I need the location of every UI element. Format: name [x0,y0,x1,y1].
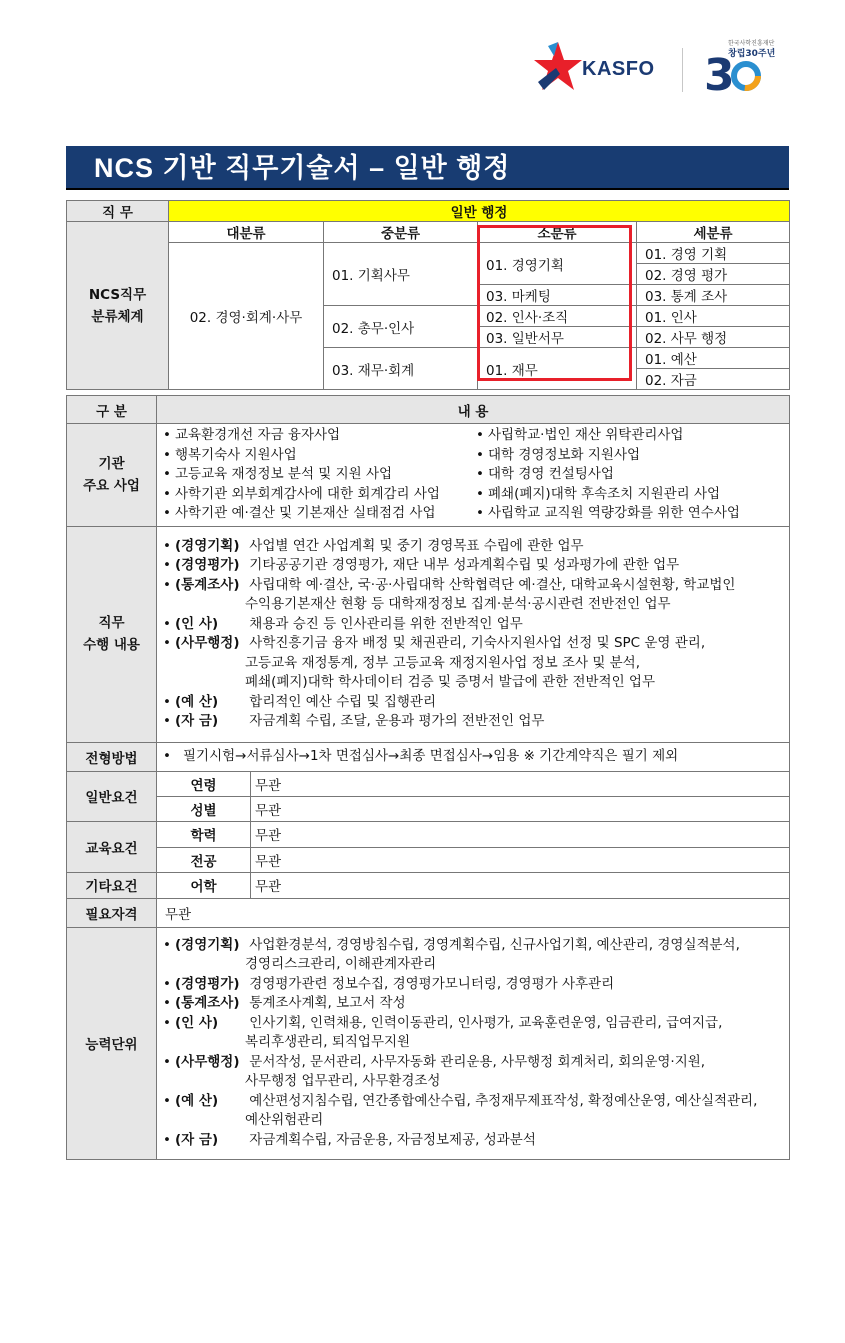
anniversary-label: 창립30주년 [728,49,776,59]
duty-list [157,535,789,734]
list-item: • 대학 경영 컨설팅사업 [476,465,789,485]
cert-label: 필요자격 [67,898,157,927]
org-list-left [157,424,476,526]
list-item: • 폐쇄(폐지)대학 후속조치 지원관리 사업 [476,485,789,505]
detail-cell: 02. 경영 평가 [637,264,790,285]
list-item: • (경영기획) 사업환경분석, 경영방침수립, 경영계획수립, 신규사업기획, 예산관리, 경영실적분석, [163,936,789,956]
job-label: 직 무 [67,201,169,222]
list-item-continuation: 폐쇄(폐지)대학 학사데이터 검증 및 증명서 발급에 관한 전반적인 업무 [245,674,656,690]
header-mid: 중분류 [324,222,478,243]
list-item-continuation: 복리후생관리, 퇴직업무지원 [245,1034,411,1051]
list-item: • (사무행정) 문서작성, 문서관리, 사무자동화 관리운용, 사무행정 회계처리, 회의운영·지원, [163,1053,789,1073]
list-item-continuation: 예산위험관리 [245,1112,324,1129]
small-cell: 03. 일반서무 [478,327,637,348]
major-label: 전공 [157,847,251,872]
mid-cell: 01. 기획사무 [324,243,478,306]
duty-content [157,526,790,742]
list-item: • 필기시험→서류심사→1차 면접심사→최종 면접심사→임용 ※ 기간계약직은 필기 제외 [163,747,789,767]
list-item: • (경영기획) 사업별 연간 사업계획 및 중기 경영목표 수립에 관한 업무 [163,537,789,557]
header-detail: 세분류 [637,222,790,243]
org-label-1: 기관 [98,455,125,472]
list-item: • 교육환경개선 자금 융자사업 [163,426,476,446]
list-item: • 행복기숙사 지원사업 [163,446,476,466]
org-content [157,424,790,527]
mid-cell: 02. 총무·인사 [324,306,478,348]
detail-cell: 02. 자금 [637,369,790,390]
list-item: • (사무행정) 사학진흥기금 융자 배정 및 채권관리, 기숙사지원사업 선정 및 SPC 운영 관리, [163,634,789,654]
logo-area [532,38,792,98]
small-cell: 01. 경영기획 [478,243,637,285]
list-item: • (인 사) 인사기획, 인력채용, 인력이동관리, 인사평가, 교육훈련운영, 임금관리, 급여지급, [163,1014,789,1034]
ncs-classification-table [66,200,790,390]
major-cell: 02. 경영·회계·사무 [169,243,324,390]
edu-req-label: 교육요건 [67,821,157,872]
age-value: 무관 [251,771,790,796]
list-item: • 사학기관 예·결산 및 기본재산 실태점검 사업 [163,504,476,524]
list-item: • 사립학교·법인 재산 위탁관리사업 [476,426,789,446]
ncs-side-label [67,222,169,390]
list-item-continuation: 수익용기본재산 현황 등 대학재정정보 집계·분석·공시관련 전반전인 업무 [245,596,671,612]
list-item: • (통계조사) 사립대학 예·결산, 국·공·사립대학 산학협력단 예·결산, 대학교육시설현황, 학교법인 [163,576,789,596]
small-cell: 02. 인사·조직 [478,306,637,327]
duty-label-1: 직무 [98,615,125,631]
detail-cell: 01. 경영 기획 [637,243,790,264]
org-label-2: 주요 사업 [83,477,140,494]
ncs-side-label-1: NCS직무 [88,286,147,303]
ability-list [157,934,789,1153]
anniversary-org-text: 한국사학진흥재단 [728,40,775,47]
mid-cell: 03. 재무·회계 [324,348,478,390]
hiring-list [157,745,789,769]
small-cell: 01. 재무 [478,348,637,390]
gender-label: 성별 [157,796,251,821]
detail-cell: 01. 인사 [637,306,790,327]
org-list-right [476,424,789,526]
kasfo-brand-text: KASFO [582,58,655,80]
list-item: • 사립학교 교직원 역량강화를 위한 연수사업 [476,504,789,524]
hiring-label: 전형방법 [67,742,157,771]
header-major: 대분류 [169,222,324,243]
list-item: • 고등교육 재정정보 분석 및 지원 사업 [163,465,476,485]
list-item-continuation: 경영리스크관리, 이해관계자관리 [245,956,437,973]
logo-divider [682,48,683,92]
gender-value: 무관 [251,796,790,821]
list-item: • (인 사) 채용과 승진 등 인사관리를 위한 전반적인 업무 [163,615,789,635]
list-item: • 사학기관 외부회계감사에 대한 회계감리 사업 [163,485,476,505]
job-description-table [66,395,790,1160]
list-item: • (경영평가) 경영평가관련 정보수집, 경영평가모니터링, 경영평가 사후관리 [163,975,789,995]
detail-cell: 03. 통계 조사 [637,285,790,306]
list-item: • (예 산) 합리적인 예산 수립 및 집행관리 [163,693,789,713]
list-item: • 대학 경영정보화 지원사업 [476,446,789,466]
job-value: 일반 행정 [169,201,790,222]
list-item-continuation: 고등교육 재정통계, 정부 고등교육 재정지원사업 정보 조사 및 분석, [245,654,641,671]
cert-value: 무관 [157,898,790,927]
kasfo-star-icon [534,42,582,94]
header-category: 구 분 [67,396,157,424]
list-item: • (예 산) 예산편성지침수립, 연간종합예산수립, 추정재무제표작성, 확정예산운영, 예산실적관리, [163,1092,789,1112]
ability-content [157,927,790,1159]
org-label [67,424,157,527]
lang-value: 무관 [251,872,790,898]
list-item: • (자 금) 자금계획수립, 자금운용, 자금정보제공, 성과분석 [163,1131,789,1151]
detail-cell: 02. 사무 행정 [637,327,790,348]
list-item-continuation: 사무행정 업무관리, 사무환경조성 [245,1073,441,1090]
degree-label: 학력 [157,821,251,847]
major-value: 무관 [251,847,790,872]
header-content: 내 용 [157,396,790,424]
svg-text:3: 3 [704,50,735,96]
list-item: • (자 금) 자금계획 수립, 조달, 운용과 평가의 전반전인 업무 [163,712,789,732]
degree-value: 무관 [251,821,790,847]
list-item: • (경영평가) 기타공공기관 경영평가, 재단 내부 성과계획수립 및 성과평가에 관한 업무 [163,556,789,576]
ability-label: 능력단위 [67,927,157,1159]
page-title: NCS 기반 직무기술서 – 일반 행정 [66,146,789,190]
general-req-label: 일반요건 [67,771,157,821]
detail-cell: 01. 예산 [637,348,790,369]
duty-label [67,526,157,742]
header-small: 소분류 [478,222,637,243]
etc-req-label: 기타요건 [67,872,157,898]
duty-label-2: 수행 내용 [83,637,140,653]
hiring-content [157,742,790,771]
lang-label: 어학 [157,872,251,898]
small-cell: 03. 마케팅 [478,285,637,306]
age-label: 연령 [157,771,251,796]
ncs-side-label-2: 분류체계 [91,308,144,325]
list-item: • (통계조사) 통계조사계획, 보고서 작성 [163,994,789,1014]
